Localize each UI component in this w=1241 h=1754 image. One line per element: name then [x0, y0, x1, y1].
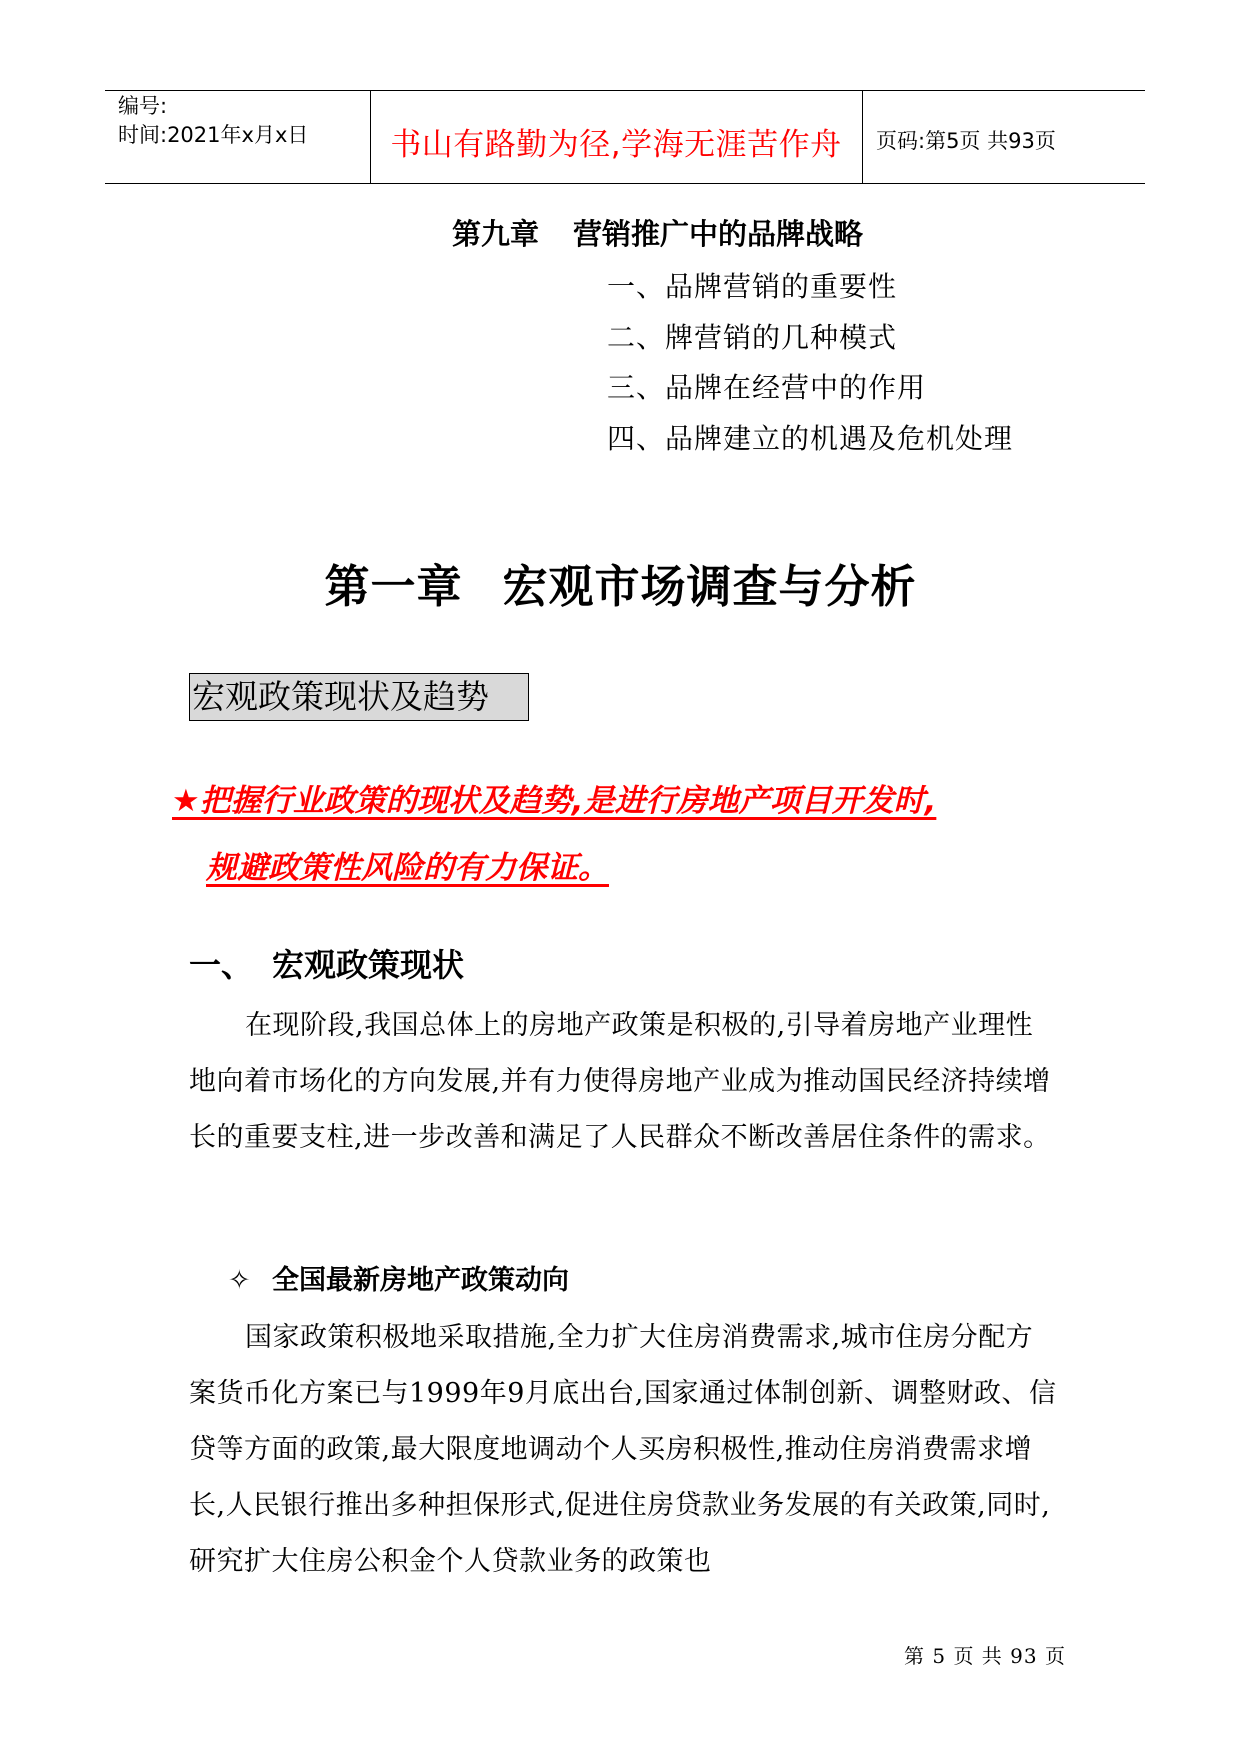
- subsection-heading: [228, 1258, 569, 1297]
- callout-line-2: 规避政策性风险的有力保证。: [206, 850, 609, 886]
- toc-chapter-num: 第九章: [452, 217, 540, 251]
- chapter-num: 第一章: [324, 560, 463, 613]
- chapter-name: 宏观市场调查与分析: [502, 560, 917, 613]
- diamond-bullet-icon: ✧: [228, 1265, 251, 1296]
- toc-chapter-heading: [452, 212, 863, 253]
- section-heading: [189, 940, 464, 986]
- toc-item: 二、牌营销的几种模式: [607, 321, 898, 354]
- header-number-label: 编号:: [118, 94, 168, 118]
- section-heading-num: 一、: [189, 946, 254, 984]
- header-bottom-rule: [105, 183, 1145, 184]
- paragraph-2: [189, 1310, 1059, 1590]
- header-motto: 书山有路勤为径,学海无涯苦作舟: [390, 127, 842, 163]
- section-box: 宏观政策现状及趋势: [189, 673, 529, 721]
- toc-item: 四、品牌建立的机遇及危机处理: [607, 422, 1014, 455]
- paragraph-1: [189, 998, 1059, 1166]
- toc-chapter-title: 营销推广中的品牌战略: [573, 217, 864, 251]
- paragraph-1-text: 在现阶段,我国总体上的房地产政策是积极的,引导着房地产业理性地向着市场化的方向发展,并有力使得房地产业成为推动国民经济持续增长的重要支柱,进一步改善和满足了人民群众不断改善居住条件的需求。: [189, 1010, 1051, 1153]
- section-heading-title: 宏观政策现状: [272, 946, 465, 984]
- callout-line-1: ★把握行业政策的现状及趋势,是进行房地产项目开发时,: [172, 783, 937, 819]
- chapter-title: [0, 550, 1241, 615]
- toc-item: 三、品牌在经营中的作用: [607, 371, 927, 404]
- header-info: [118, 92, 308, 150]
- header-page-label: 页码:第5页 共93页: [876, 129, 1056, 153]
- header-divider-right: [862, 90, 863, 183]
- page-footer: 第 5 页 共 93 页: [904, 1644, 1066, 1668]
- paragraph-2-text: 国家政策积极地采取措施,全力扩大住房消费需求,城市住房分配方案货币化方案已与1999年9月底出台,国家通过体制创新、调整财政、信贷等方面的政策,最大限度地调动个人买房积极性,推动住房消费需求增长,人民银行推出多种担保形式,促进住房贷款业务发展的有关政策,同时,研究扩大住房公积金个人贷款业务的政策也: [189, 1322, 1057, 1577]
- subsection-heading-title: 全国最新房地产政策动向: [272, 1265, 569, 1296]
- header-top-rule: [105, 90, 1145, 91]
- header-time-label: 时间:2021年x月x日: [118, 123, 309, 147]
- toc-item: 一、品牌营销的重要性: [607, 270, 898, 303]
